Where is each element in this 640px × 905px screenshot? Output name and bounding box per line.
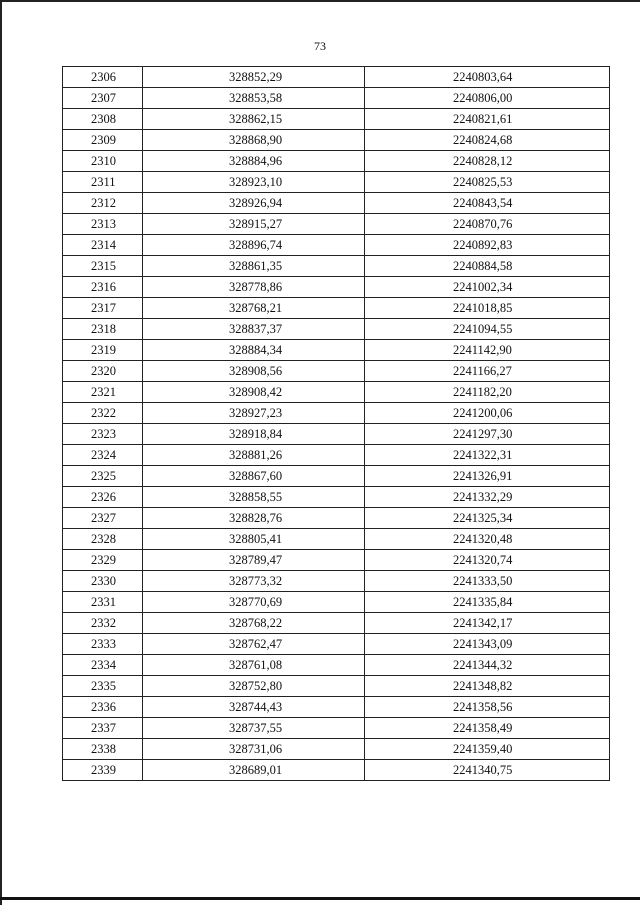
x-coordinate-cell: 328752,80 xyxy=(143,676,365,697)
point-number-cell: 2326 xyxy=(63,487,143,508)
table-row xyxy=(63,550,610,571)
point-number-cell: 2321 xyxy=(63,382,143,403)
point-number-cell: 2306 xyxy=(63,67,143,88)
point-number-cell: 2330 xyxy=(63,571,143,592)
point-number-cell: 2327 xyxy=(63,508,143,529)
y-coordinate-cell: 2241344,32 xyxy=(365,655,610,676)
y-coordinate-cell: 2241166,27 xyxy=(365,361,610,382)
x-coordinate-cell: 328761,08 xyxy=(143,655,365,676)
point-number-cell: 2331 xyxy=(63,592,143,613)
x-coordinate-cell: 328867,60 xyxy=(143,466,365,487)
point-number-cell: 2320 xyxy=(63,361,143,382)
y-coordinate-cell: 2240824,68 xyxy=(365,130,610,151)
y-coordinate-cell: 2240821,61 xyxy=(365,109,610,130)
x-coordinate-cell: 328837,37 xyxy=(143,319,365,340)
table-row xyxy=(63,571,610,592)
point-number-cell: 2319 xyxy=(63,340,143,361)
x-coordinate-cell: 328908,42 xyxy=(143,382,365,403)
table-row xyxy=(63,508,610,529)
table-row xyxy=(63,214,610,235)
point-number-cell: 2313 xyxy=(63,214,143,235)
y-coordinate-cell: 2240828,12 xyxy=(365,151,610,172)
y-coordinate-cell: 2241358,56 xyxy=(365,697,610,718)
y-coordinate-cell: 2240843,54 xyxy=(365,193,610,214)
x-coordinate-cell: 328789,47 xyxy=(143,550,365,571)
x-coordinate-cell: 328768,21 xyxy=(143,298,365,319)
x-coordinate-cell: 328884,34 xyxy=(143,340,365,361)
point-number-cell: 2333 xyxy=(63,634,143,655)
point-number-cell: 2332 xyxy=(63,613,143,634)
point-number-cell: 2329 xyxy=(63,550,143,571)
x-coordinate-cell: 328762,47 xyxy=(143,634,365,655)
table-row xyxy=(63,256,610,277)
x-coordinate-cell: 328773,32 xyxy=(143,571,365,592)
point-number-cell: 2339 xyxy=(63,760,143,781)
table-row xyxy=(63,718,610,739)
point-number-cell: 2309 xyxy=(63,130,143,151)
table-row xyxy=(63,340,610,361)
y-coordinate-cell: 2241333,50 xyxy=(365,571,610,592)
coordinates-table xyxy=(62,66,610,781)
y-coordinate-cell: 2241326,91 xyxy=(365,466,610,487)
y-coordinate-cell: 2240825,53 xyxy=(365,172,610,193)
point-number-cell: 2328 xyxy=(63,529,143,550)
point-number-cell: 2335 xyxy=(63,676,143,697)
x-coordinate-cell: 328926,94 xyxy=(143,193,365,214)
y-coordinate-cell: 2241340,75 xyxy=(365,760,610,781)
x-coordinate-cell: 328778,86 xyxy=(143,277,365,298)
table-row xyxy=(63,67,610,88)
y-coordinate-cell: 2241002,34 xyxy=(365,277,610,298)
y-coordinate-cell: 2241359,40 xyxy=(365,739,610,760)
x-coordinate-cell: 328744,43 xyxy=(143,697,365,718)
y-coordinate-cell: 2241200,06 xyxy=(365,403,610,424)
point-number-cell: 2316 xyxy=(63,277,143,298)
y-coordinate-cell: 2241142,90 xyxy=(365,340,610,361)
y-coordinate-cell: 2241094,55 xyxy=(365,319,610,340)
x-coordinate-cell: 328737,55 xyxy=(143,718,365,739)
x-coordinate-cell: 328915,27 xyxy=(143,214,365,235)
x-coordinate-cell: 328689,01 xyxy=(143,760,365,781)
y-coordinate-cell: 2240892,83 xyxy=(365,235,610,256)
table-row xyxy=(63,361,610,382)
y-coordinate-cell: 2241358,49 xyxy=(365,718,610,739)
page-number: 73 xyxy=(314,39,326,53)
x-coordinate-cell: 328862,15 xyxy=(143,109,365,130)
bottom-rule xyxy=(0,897,640,900)
table-row xyxy=(63,109,610,130)
x-coordinate-cell: 328918,84 xyxy=(143,424,365,445)
x-coordinate-cell: 328858,55 xyxy=(143,487,365,508)
y-coordinate-cell: 2241332,29 xyxy=(365,487,610,508)
point-number-cell: 2325 xyxy=(63,466,143,487)
point-number-cell: 2311 xyxy=(63,172,143,193)
point-number-cell: 2322 xyxy=(63,403,143,424)
table-row xyxy=(63,466,610,487)
y-coordinate-cell: 2241335,84 xyxy=(365,592,610,613)
table-row xyxy=(63,403,610,424)
point-number-cell: 2318 xyxy=(63,319,143,340)
x-coordinate-cell: 328731,06 xyxy=(143,739,365,760)
y-coordinate-cell: 2241320,74 xyxy=(365,550,610,571)
table-row xyxy=(63,193,610,214)
x-coordinate-cell: 328881,26 xyxy=(143,445,365,466)
table-row xyxy=(63,130,610,151)
table-row xyxy=(63,613,610,634)
point-number-cell: 2312 xyxy=(63,193,143,214)
y-coordinate-cell: 2240870,76 xyxy=(365,214,610,235)
point-number-cell: 2317 xyxy=(63,298,143,319)
x-coordinate-cell: 328908,56 xyxy=(143,361,365,382)
x-coordinate-cell: 328896,74 xyxy=(143,235,365,256)
table-row xyxy=(63,235,610,256)
y-coordinate-cell: 2241322,31 xyxy=(365,445,610,466)
x-coordinate-cell: 328884,96 xyxy=(143,151,365,172)
point-number-cell: 2337 xyxy=(63,718,143,739)
y-coordinate-cell: 2240803,64 xyxy=(365,67,610,88)
table-row xyxy=(63,424,610,445)
x-coordinate-cell: 328923,10 xyxy=(143,172,365,193)
table-row xyxy=(63,298,610,319)
point-number-cell: 2308 xyxy=(63,109,143,130)
table-row xyxy=(63,676,610,697)
y-coordinate-cell: 2241018,85 xyxy=(365,298,610,319)
y-coordinate-cell: 2241182,20 xyxy=(365,382,610,403)
point-number-cell: 2324 xyxy=(63,445,143,466)
table-row xyxy=(63,445,610,466)
x-coordinate-cell: 328768,22 xyxy=(143,613,365,634)
point-number-cell: 2338 xyxy=(63,739,143,760)
table-row xyxy=(63,634,610,655)
point-number-cell: 2314 xyxy=(63,235,143,256)
y-coordinate-cell: 2240884,58 xyxy=(365,256,610,277)
x-coordinate-cell: 328861,35 xyxy=(143,256,365,277)
point-number-cell: 2323 xyxy=(63,424,143,445)
table-row xyxy=(63,655,610,676)
table-row xyxy=(63,697,610,718)
x-coordinate-cell: 328805,41 xyxy=(143,529,365,550)
y-coordinate-cell: 2241348,82 xyxy=(365,676,610,697)
coordinates-table-body xyxy=(63,67,610,781)
table-row xyxy=(63,151,610,172)
table-row xyxy=(63,739,610,760)
y-coordinate-cell: 2241297,30 xyxy=(365,424,610,445)
y-coordinate-cell: 2241343,09 xyxy=(365,634,610,655)
y-coordinate-cell: 2241320,48 xyxy=(365,529,610,550)
table-row xyxy=(63,760,610,781)
x-coordinate-cell: 328852,29 xyxy=(143,67,365,88)
x-coordinate-cell: 328853,58 xyxy=(143,88,365,109)
table-row xyxy=(63,172,610,193)
point-number-cell: 2334 xyxy=(63,655,143,676)
y-coordinate-cell: 2240806,00 xyxy=(365,88,610,109)
table-row xyxy=(63,88,610,109)
x-coordinate-cell: 328770,69 xyxy=(143,592,365,613)
table-row xyxy=(63,529,610,550)
x-coordinate-cell: 328868,90 xyxy=(143,130,365,151)
x-coordinate-cell: 328828,76 xyxy=(143,508,365,529)
x-coordinate-cell: 328927,23 xyxy=(143,403,365,424)
point-number-cell: 2315 xyxy=(63,256,143,277)
point-number-cell: 2336 xyxy=(63,697,143,718)
table-row xyxy=(63,487,610,508)
table-row xyxy=(63,592,610,613)
point-number-cell: 2310 xyxy=(63,151,143,172)
y-coordinate-cell: 2241325,34 xyxy=(365,508,610,529)
table-row xyxy=(63,277,610,298)
table-row xyxy=(63,382,610,403)
y-coordinate-cell: 2241342,17 xyxy=(365,613,610,634)
table-row xyxy=(63,319,610,340)
point-number-cell: 2307 xyxy=(63,88,143,109)
